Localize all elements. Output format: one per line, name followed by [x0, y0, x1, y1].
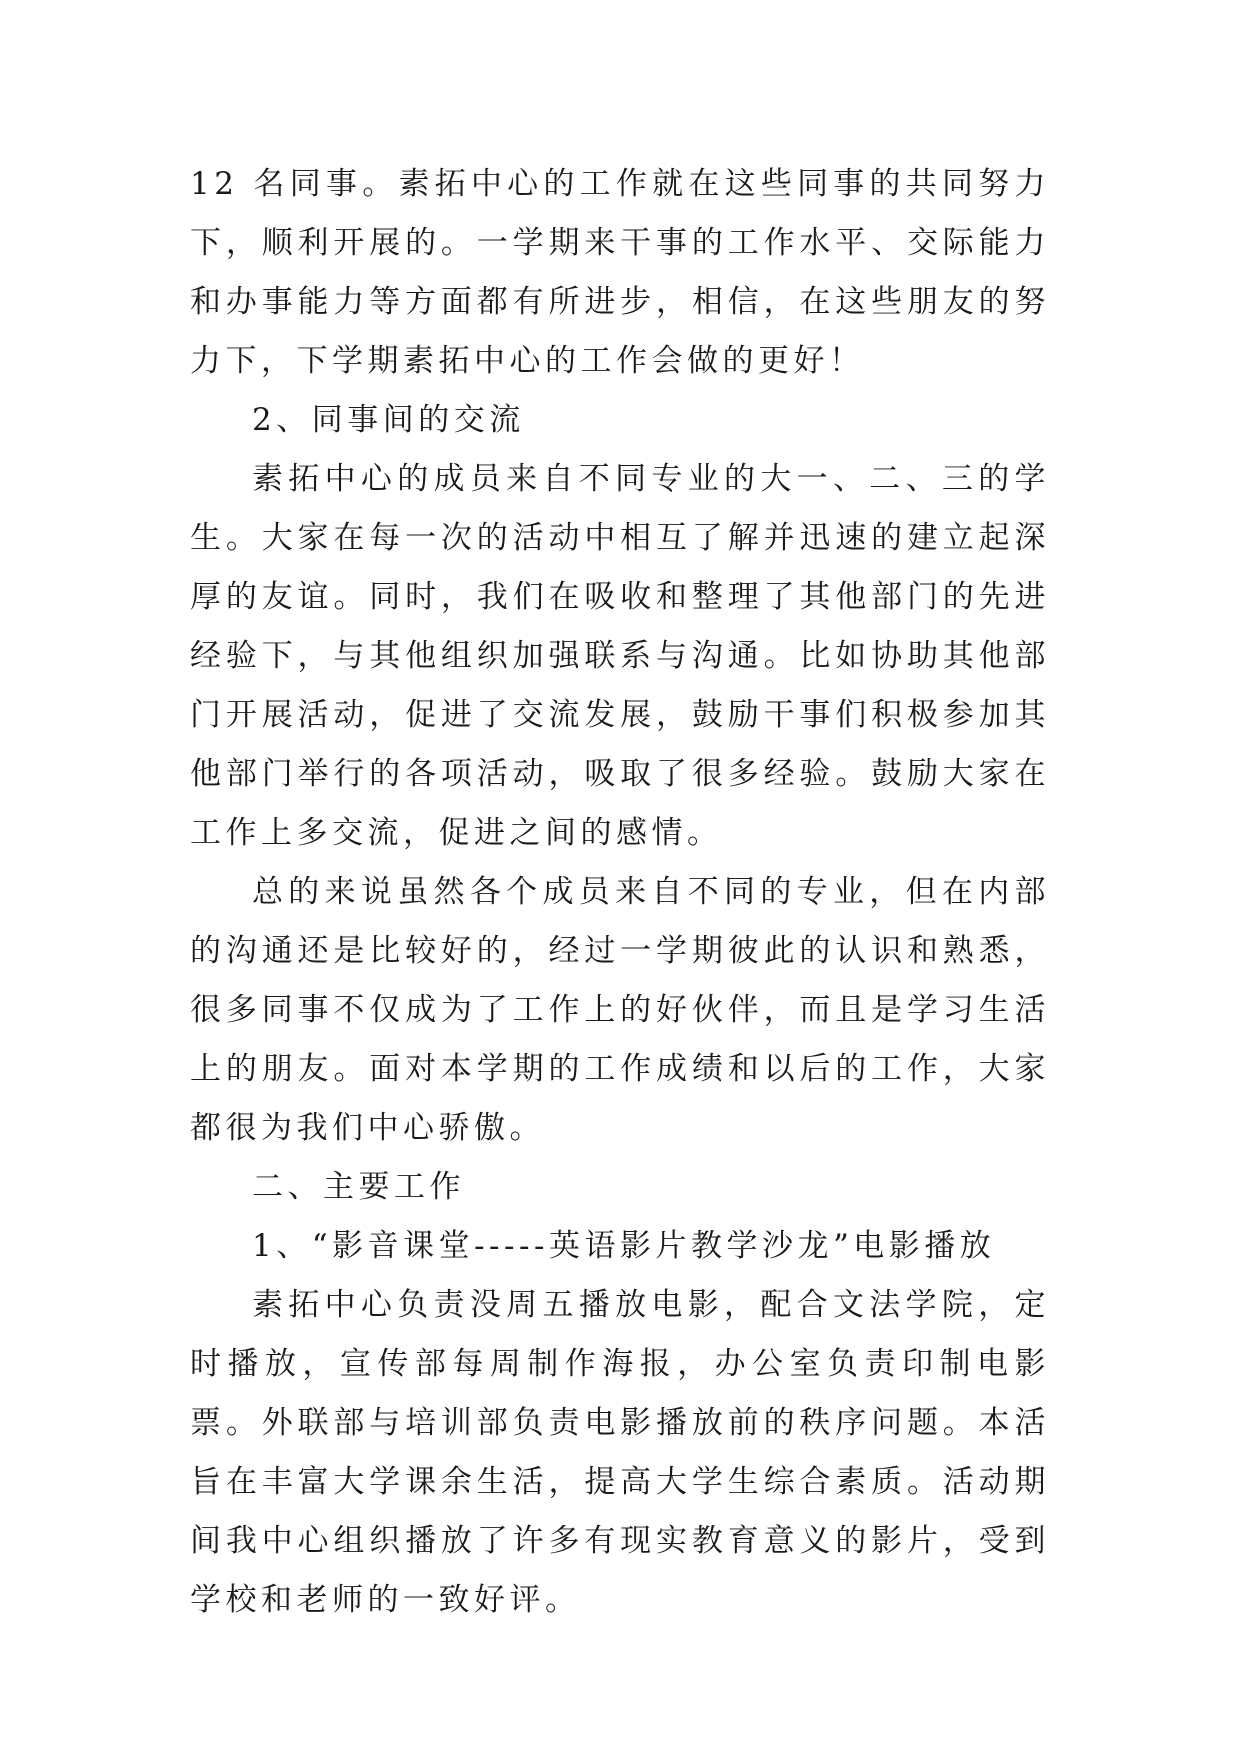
document-body [190, 155, 1050, 1630]
paragraph-colleagues-intro: 12 名同事。素拓中心的工作就在这些同事的共同努力下，顺利开展的。一学期来干事的工作水平、交际能力和办事能力等方面都有所进步，相信，在这些朋友的努力下，下学期素拓中心的工作会做的更好！ [190, 166, 1050, 379]
paragraph-communication: 素拓中心的成员来自不同专业的大一、二、三的学生。大家在每一次的活动中相互了解并迅速的建立起深厚的友谊。同时，我们在吸收和整理了其他部门的先进经验下，与其他组织加强联系与沟通。比如协助其他部门开展活动，促进了交流发展，鼓励干事们积极参加其他部门举行的各项活动，吸取了很多经验。鼓励大家在工作上多交流，促进之间的感情。 [190, 461, 1050, 851]
paragraph-film-screening: 素拓中心负责没周五播放电影，配合文法学院，定时播放，宣传部每周制作海报，办公室负责印制电影票。外联部与培训部负责电影播放前的秩序问题。本活旨在丰富大学课余生活，提高大学生综合素质。活动期间我中心组织播放了许多有现实教育意义的影片，受到学校和老师的一致好评。 [190, 1287, 1050, 1618]
heading-main-work: 二、主要工作 [252, 1169, 465, 1205]
paragraph-summary: 总的来说虽然各个成员来自不同的专业，但在内部的沟通还是比较好的，经过一学期彼此的认识和熟悉，很多同事不仅成为了工作上的好伙伴，而且是学习生活上的朋友。面对本学期的工作成绩和以后的工作，大家都很为我们中心骄傲。 [190, 874, 1050, 1146]
heading-film-screening: 1、“影音课堂-----英语影片教学沙龙”电影播放 [252, 1228, 996, 1264]
heading-colleague-communication: 2、同事间的交流 [252, 402, 525, 438]
